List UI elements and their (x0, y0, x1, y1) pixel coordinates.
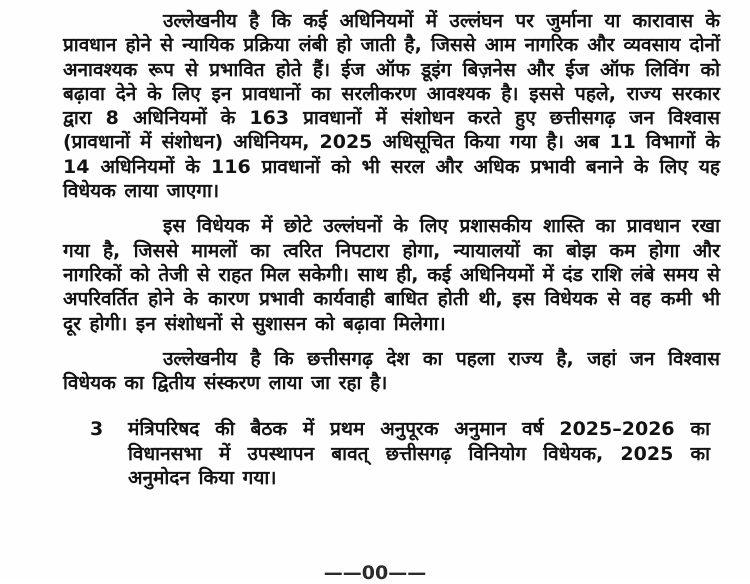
paragraph-first-state: उल्लेखनीय है कि छत्तीसगढ़ देश का पहला राज्य है, जहां जन विश्वास विधेयक का द्वितीय संस्करण लाया जा रहा है। (63, 347, 720, 395)
document-body (63, 9, 720, 490)
paragraph-act-violations: उल्लेखनीय है कि कई अधिनियमों में उल्लंघन पर जुर्माना या कारावास के प्रावधान होने से न्यायिक प्रक्रिया लंबी हो जाती है, जिससे आम नागरिक और व्यवसाय दोनों अनावश्यक रूप से प्रभावित होते हैं। ईज ऑफ डूइंग बिज़नेस और ईज ऑफ लिविंग को बढ़ावा देने के लिए इन प्रावधानों का सरलीकरण आवश्यक है। इससे पहले, राज्य सरकार द्वारा 8 अधिनियमों के 163 प्रावधानों में संशोधन करते हुए छत्तीसगढ़ जन विश्वास (प्रावधानों में संशोधन) अधिनियम, 2025 अधिसूचित किया गया है। अब 11 विभागों के 14 अधिनियमों के 116 प्रावधानों को भी सरल और अधिक प्रभावी बनाने के लिए यह विधेयक लाया जाएगा। (63, 10, 720, 203)
page-end-mark: ——00—— (323, 562, 427, 584)
paragraph-administrative-penalty: इस विधेयक में छोटे उल्लंघनों के लिए प्रशासकीय शास्ति का प्रावधान रखा गया है, जिससे मामलों का त्वरित निपटारा होगा, न्यायालयों का बोझ कम होगा और नागरिकों को तेजी से राहत मिल सकेगी। साथ ही, कई अधिनियमों में दंड राशि लंबे समय से अपरिवर्तित होने के कारण प्रभावी कार्यवाही बाधित होती थी, इस विधेयक से वह कमी भी दूर होगी। इन संशोधनों से सुशासन को बढ़ावा मिलेगा। (63, 215, 720, 335)
item-text-appropriation-bill: मंत्रिपरिषद की बैठक में प्रथम अनुपूरक अनुमान वर्ष 2025–2026 का विधानसभा में उपस्थापन बावत् छत्तीसगढ़ विनियोग विधेयक, 2025 का अनुमोदन किया गया। (128, 418, 710, 490)
numbered-item-3 (63, 417, 720, 490)
item-number: 3 (90, 418, 104, 441)
